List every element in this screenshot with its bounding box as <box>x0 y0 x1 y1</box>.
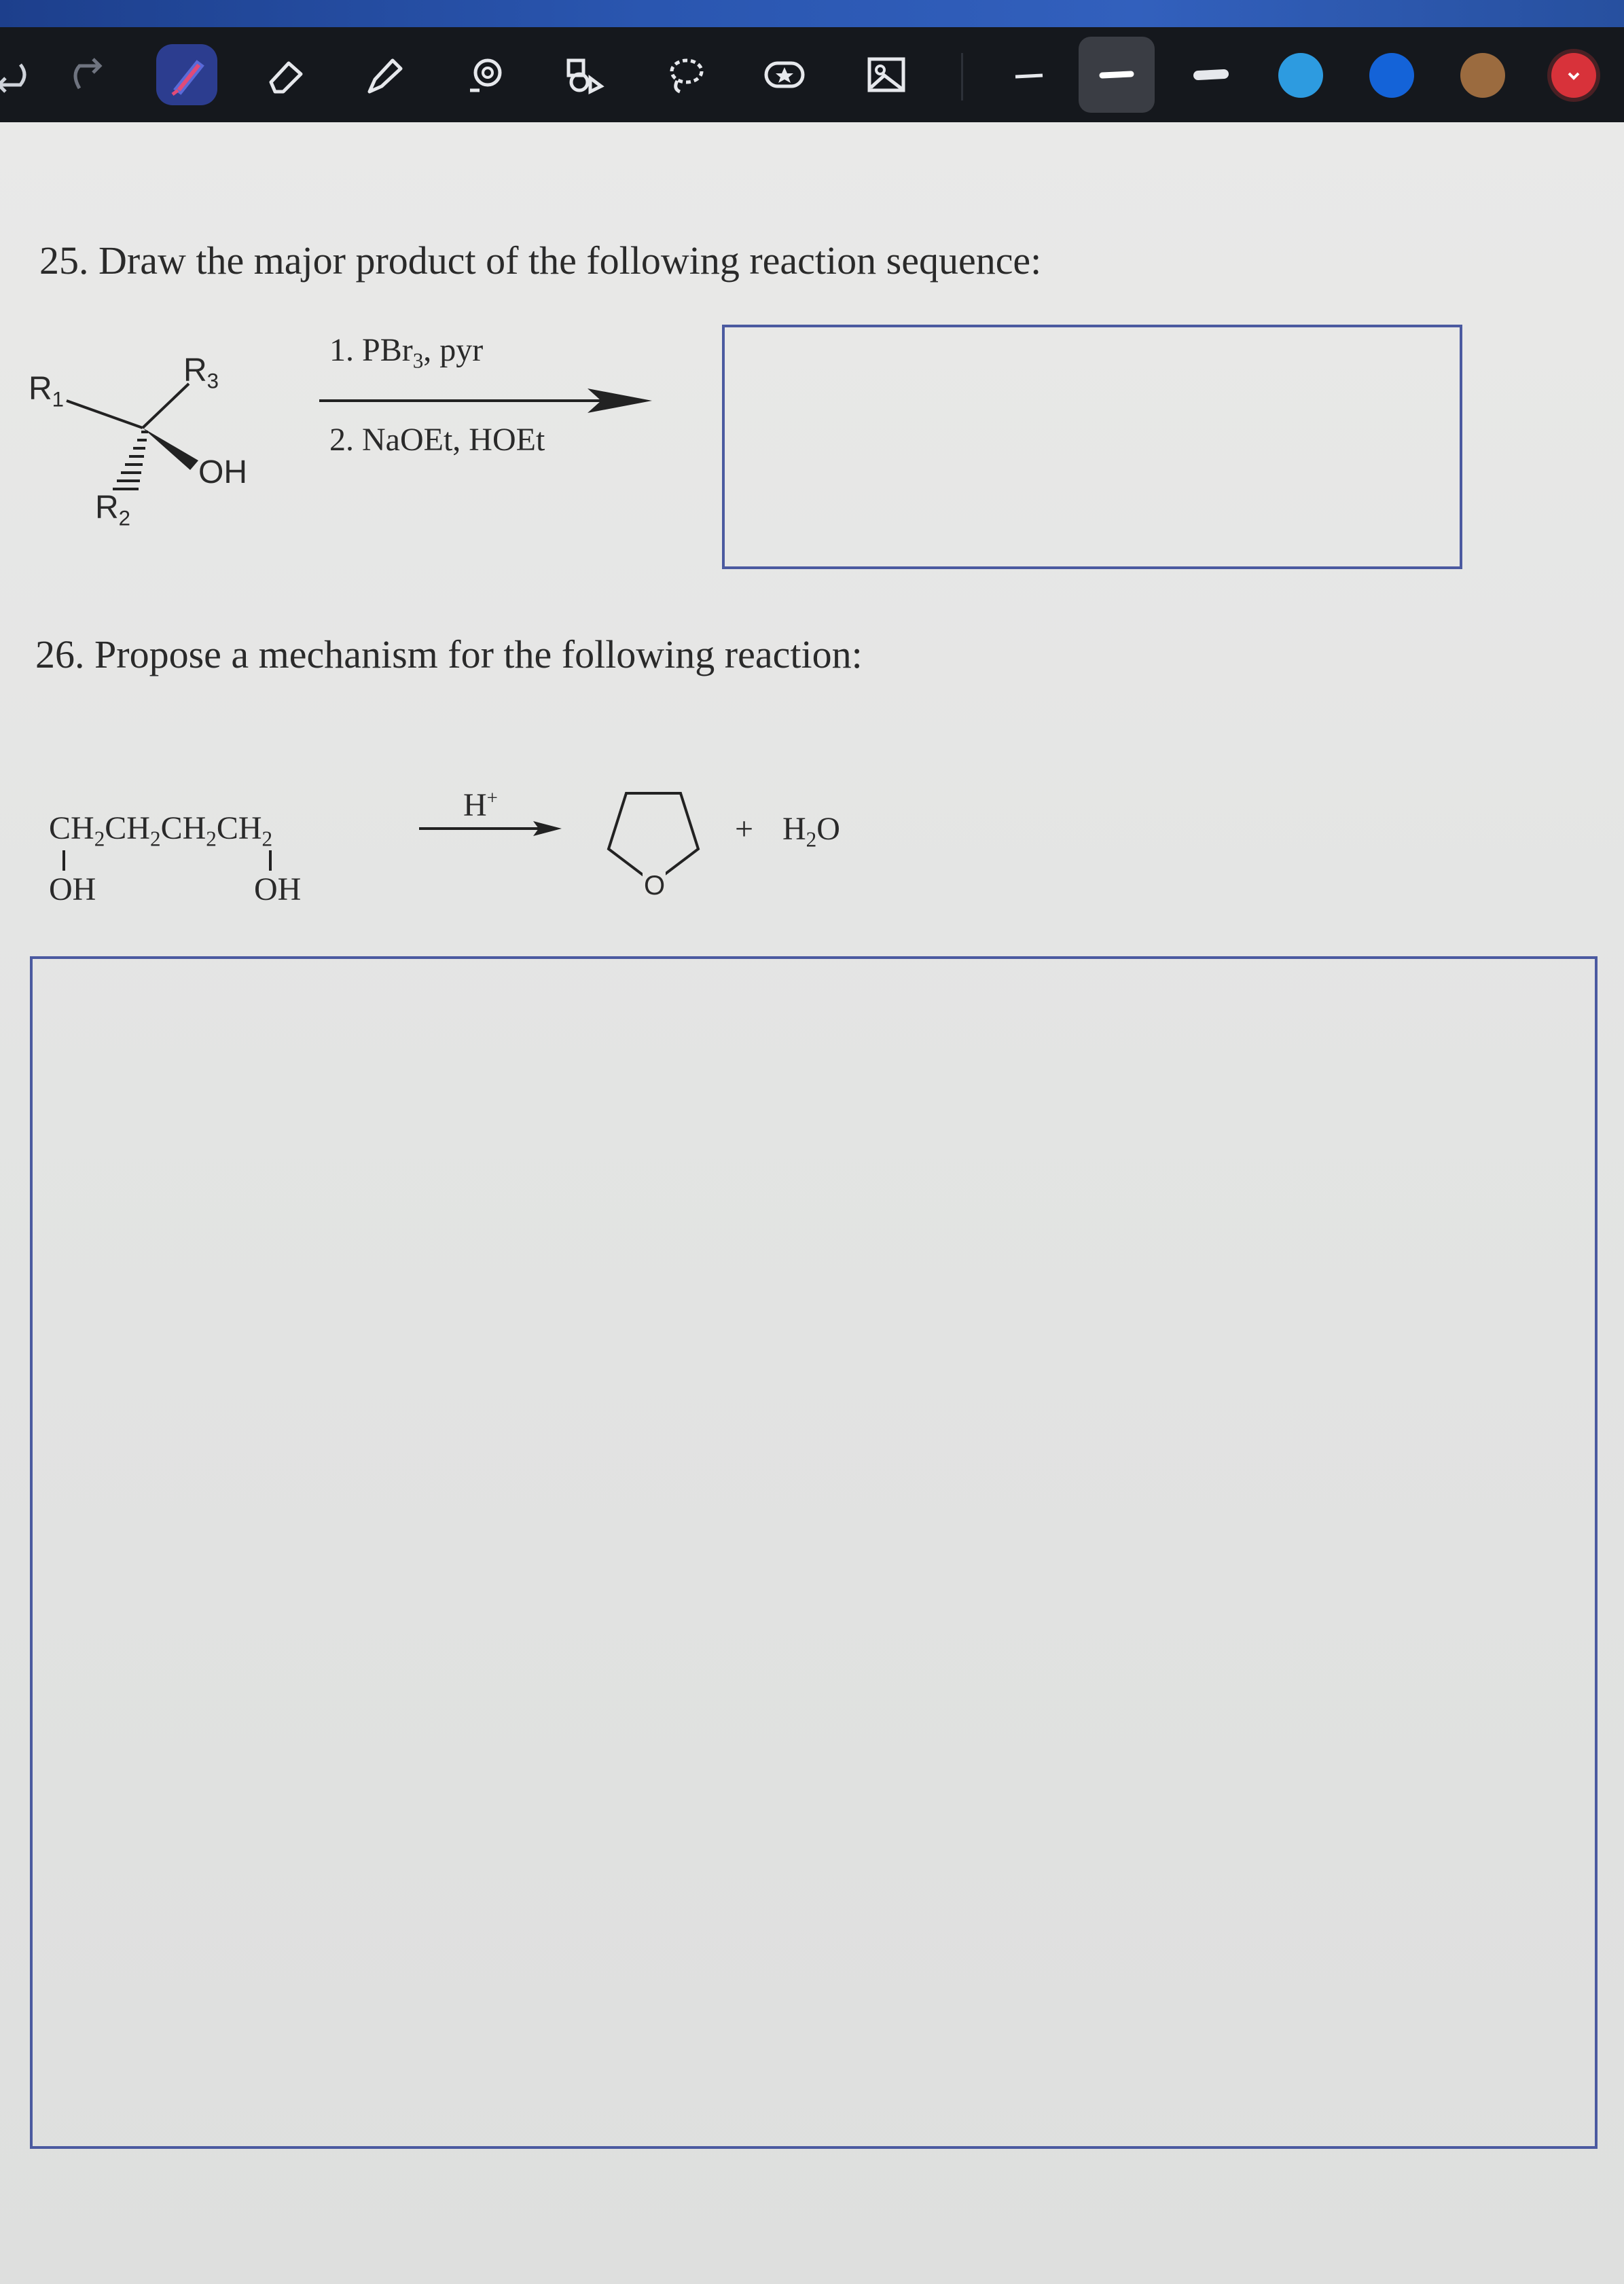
q26-plus-sign: + <box>735 811 754 847</box>
q26-catalyst-label: H+ <box>463 787 498 823</box>
undo-icon <box>0 51 34 98</box>
undo-button[interactable] <box>0 44 41 105</box>
q25-reaction-arrow <box>316 380 655 421</box>
toolbar-divider <box>961 53 963 101</box>
image-tool-button[interactable] <box>856 44 917 105</box>
sticker-tool-button[interactable] <box>754 44 815 105</box>
redo-button[interactable] <box>58 44 119 105</box>
highlighter-tool-button[interactable] <box>353 44 414 105</box>
q26-oh-left: OH <box>49 871 96 907</box>
thin-line-icon <box>1005 51 1053 98</box>
color-swatch-blue[interactable] <box>1369 53 1414 98</box>
eraser-icon <box>261 51 309 98</box>
shape-tool-button[interactable] <box>455 44 516 105</box>
medium-line-icon <box>1093 51 1140 98</box>
app-header-strip <box>0 0 1624 27</box>
r1-group-label: $R_1$ <box>29 371 65 412</box>
ring-oxygen-label: O <box>644 871 666 901</box>
q26-answer-box[interactable] <box>30 956 1598 2149</box>
chevron-down-icon <box>1551 53 1596 98</box>
elements-icon <box>560 51 608 98</box>
r3-group-label: $R_3$ <box>183 352 219 393</box>
pen-tool-button[interactable] <box>156 44 217 105</box>
stroke-thin-button[interactable] <box>998 44 1060 105</box>
r2-group-label: $R_2$ <box>95 490 131 530</box>
pen-icon <box>163 51 211 98</box>
sticker-icon <box>761 51 808 98</box>
lasso-icon <box>662 51 710 98</box>
q25-answer-box[interactable] <box>722 325 1462 569</box>
q26-reaction-arrow <box>418 818 564 839</box>
q26-reactant-formula: $CH_2CH_2CH_2CH_2$ <box>49 810 273 851</box>
shape-icon <box>462 51 509 98</box>
q25-reagent-step1: 1. PBr$_3$, pyr <box>329 332 484 373</box>
highlighter-icon <box>360 51 408 98</box>
thick-line-icon <box>1187 51 1235 98</box>
q26-water-label: $H_2O$ <box>782 811 840 852</box>
elements-tool-button[interactable] <box>554 44 615 105</box>
image-icon <box>863 51 910 98</box>
stroke-thick-button[interactable] <box>1180 44 1242 105</box>
stroke-medium-button[interactable] <box>1079 37 1155 113</box>
color-swatch-brown[interactable] <box>1460 53 1505 98</box>
q25-reagent-step2: 2. NaOEt, HOEt <box>329 422 545 458</box>
q26-oh-right: OH <box>254 871 302 907</box>
oh-group-label: OH <box>198 454 247 490</box>
color-swatch-red[interactable] <box>1551 53 1596 98</box>
redo-icon <box>65 51 112 98</box>
question-25-text: 25. Draw the major product of the following reaction sequence: <box>39 238 1042 283</box>
question-26-text: 26. Propose a mechanism for the following reaction: <box>35 632 863 676</box>
lasso-tool-button[interactable] <box>655 44 717 105</box>
eraser-tool-button[interactable] <box>255 44 316 105</box>
color-swatch-light-blue[interactable] <box>1278 53 1323 98</box>
